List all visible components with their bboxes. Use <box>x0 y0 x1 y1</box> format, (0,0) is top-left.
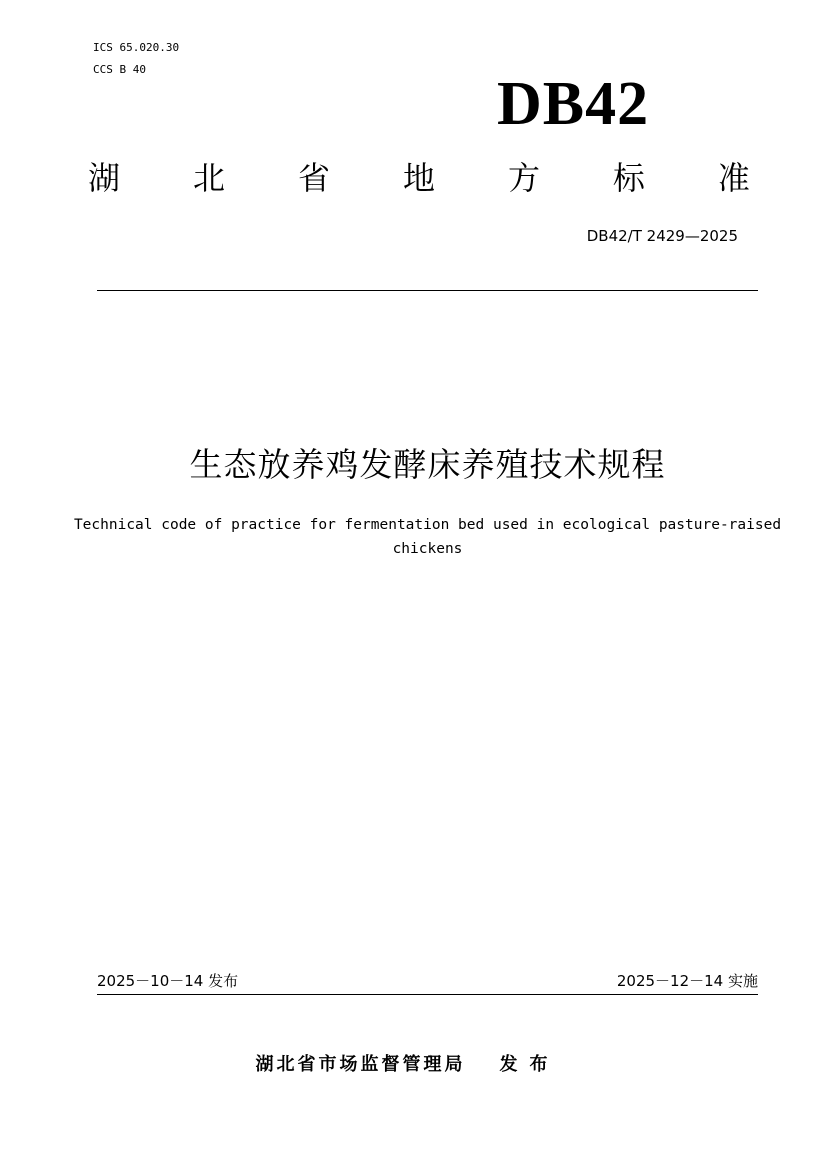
standard-type-char: 省 <box>297 159 330 197</box>
standard-type-title <box>88 158 750 198</box>
publisher-name: 湖北省市场监督管理局 <box>255 1054 466 1075</box>
standard-type-char: 标 <box>612 159 645 197</box>
standard-type-char: 地 <box>402 159 435 197</box>
issue-date: 2025－10－14 发布 <box>97 972 239 990</box>
implementation-date: 2025－12－14 实施 <box>616 972 758 990</box>
publish-label: 发布 <box>499 1054 560 1075</box>
document-title-english: Technical code of practice for fermentation bed used in ecological pasture-raised chickens <box>73 517 782 557</box>
footer-divider <box>97 994 758 995</box>
ccs-code: CCS B 40 <box>93 63 146 76</box>
standard-type-char: 湖 <box>88 159 121 197</box>
standard-type-char: 方 <box>507 159 540 197</box>
standard-type-char: 北 <box>192 159 225 197</box>
standard-type-char: 准 <box>717 159 750 197</box>
ics-code: ICS 65.020.30 <box>93 41 180 54</box>
header-divider <box>97 290 758 291</box>
publisher-line <box>0 1052 815 1078</box>
db-code: DB42 <box>497 70 650 138</box>
document-title: 生态放养鸡发酵床养殖技术规程 <box>189 445 666 484</box>
standard-number: DB42/T 2429—2025 <box>586 227 738 245</box>
